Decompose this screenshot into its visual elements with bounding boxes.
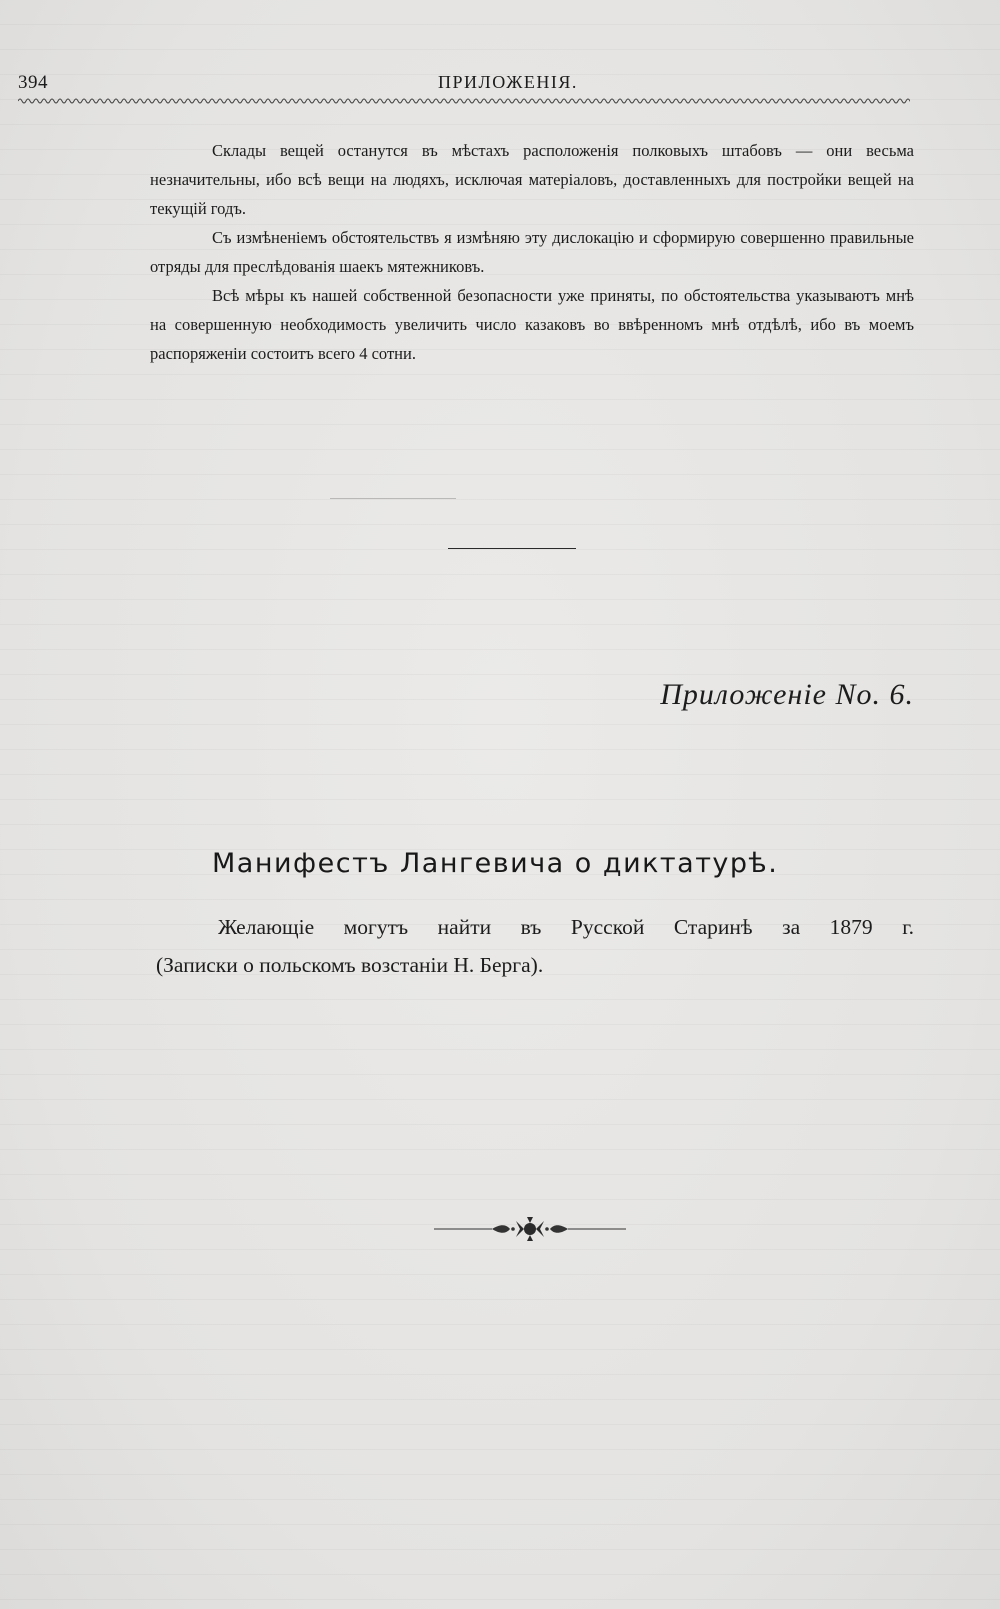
appendix-label: Приложеніе No. 6. bbox=[660, 678, 914, 711]
source-note-line: Желающіе могутъ найти въ Русской Старинѣ за 1879 г. bbox=[218, 915, 914, 939]
source-note-line: (Записки о польскомъ возстаніи Н. Берга). bbox=[156, 953, 544, 977]
document-title: Манифестъ Лангевича о диктатурѣ. bbox=[212, 848, 779, 879]
paragraph: Всѣ мѣры къ нашей собственной безопасности уже приняты, по обстоятельства указываютъ мнѣ на совершенную необходимость увеличить число казаковъ во ввѣренномъ мнѣ отдѣлѣ, ибо въ моемъ распоряженіи состоитъ всего 4 сотни. bbox=[150, 286, 914, 363]
body-text bbox=[150, 136, 914, 368]
source-note bbox=[156, 908, 914, 984]
faint-rule bbox=[330, 498, 456, 499]
paragraph: Склады вещей останутся въ мѣстахъ расположенія полковыхъ штабовъ — они весьма незначительны, ибо всѣ вещи на людяхъ, исключая матеріаловъ, доставленныхъ для постройки вещей на текущій годъ. bbox=[150, 141, 914, 218]
running-title: ПРИЛОЖЕНІЯ. bbox=[438, 72, 578, 92]
page-number: 394 bbox=[18, 72, 48, 93]
paragraph: Съ измѣненіемъ обстоятельствъ я измѣняю эту дислокацію и сформирую совершенно правильные отряды для преслѣдованія шаекъ мятежниковъ. bbox=[150, 228, 914, 276]
wavy-header-rule bbox=[18, 94, 910, 108]
fleuron-ornament-icon bbox=[430, 1216, 630, 1242]
section-rule bbox=[448, 548, 576, 549]
